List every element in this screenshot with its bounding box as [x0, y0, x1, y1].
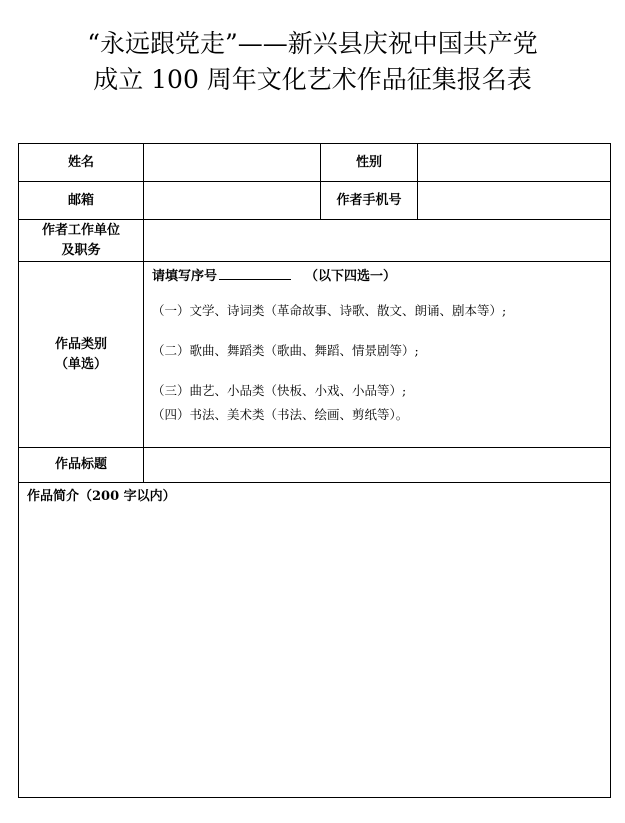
form-title: [0, 26, 625, 98]
work-unit-label-line-1: 作者工作单位: [41, 222, 120, 238]
intro-field[interactable]: [19, 483, 611, 798]
registration-form-table: [18, 143, 611, 798]
row-name-gender: [19, 144, 611, 182]
gender-field[interactable]: [418, 144, 611, 182]
work-unit-field[interactable]: [144, 220, 611, 262]
phone-label: 作者手机号: [321, 182, 418, 220]
row-work-unit: [19, 220, 611, 262]
row-email-phone: [19, 182, 611, 220]
category-number-blank[interactable]: [219, 266, 291, 280]
category-option-1: （一）文学、诗词类（革命故事、诗歌、散文、朗诵、剧本等）;: [152, 303, 507, 318]
category-label-line-1: 作品类别: [54, 336, 107, 352]
phone-field[interactable]: [418, 182, 611, 220]
work-title-field[interactable]: [144, 448, 611, 483]
email-field[interactable]: [144, 182, 321, 220]
work-unit-label: [19, 220, 144, 262]
row-intro: [19, 483, 611, 798]
name-label: 姓名: [19, 144, 144, 182]
name-field[interactable]: [144, 144, 321, 182]
form-title-line-2: 成立 100 周年文化艺术作品征集报名表: [93, 65, 532, 94]
form-title-line-1: “永远跟党走”——新兴县庆祝中国共产党: [87, 29, 538, 58]
category-option-2: （二）歌曲、舞蹈类（歌曲、舞蹈、情景剧等）;: [152, 343, 419, 358]
category-label: [19, 262, 144, 448]
category-label-line-2: （单选）: [54, 356, 107, 372]
category-option-4: （四）书法、美术类（书法、绘画、剪纸等）。: [152, 407, 409, 422]
category-hint: （以下四选一）: [305, 269, 397, 284]
category-option-3: （三）曲艺、小品类（快板、小戏、小品等）;: [152, 383, 407, 398]
category-options-cell: [144, 262, 611, 448]
intro-label: 作品简介（200 字以内）: [27, 489, 176, 504]
category-instruction-text: 请填写序号: [152, 269, 218, 284]
category-instruction: [152, 266, 604, 286]
gender-label: 性别: [321, 144, 418, 182]
email-label: 邮箱: [19, 182, 144, 220]
row-category: [19, 262, 611, 448]
work-unit-label-line-2: 及职务: [61, 242, 101, 258]
work-title-label: 作品标题: [19, 448, 144, 483]
row-work-title: [19, 448, 611, 483]
